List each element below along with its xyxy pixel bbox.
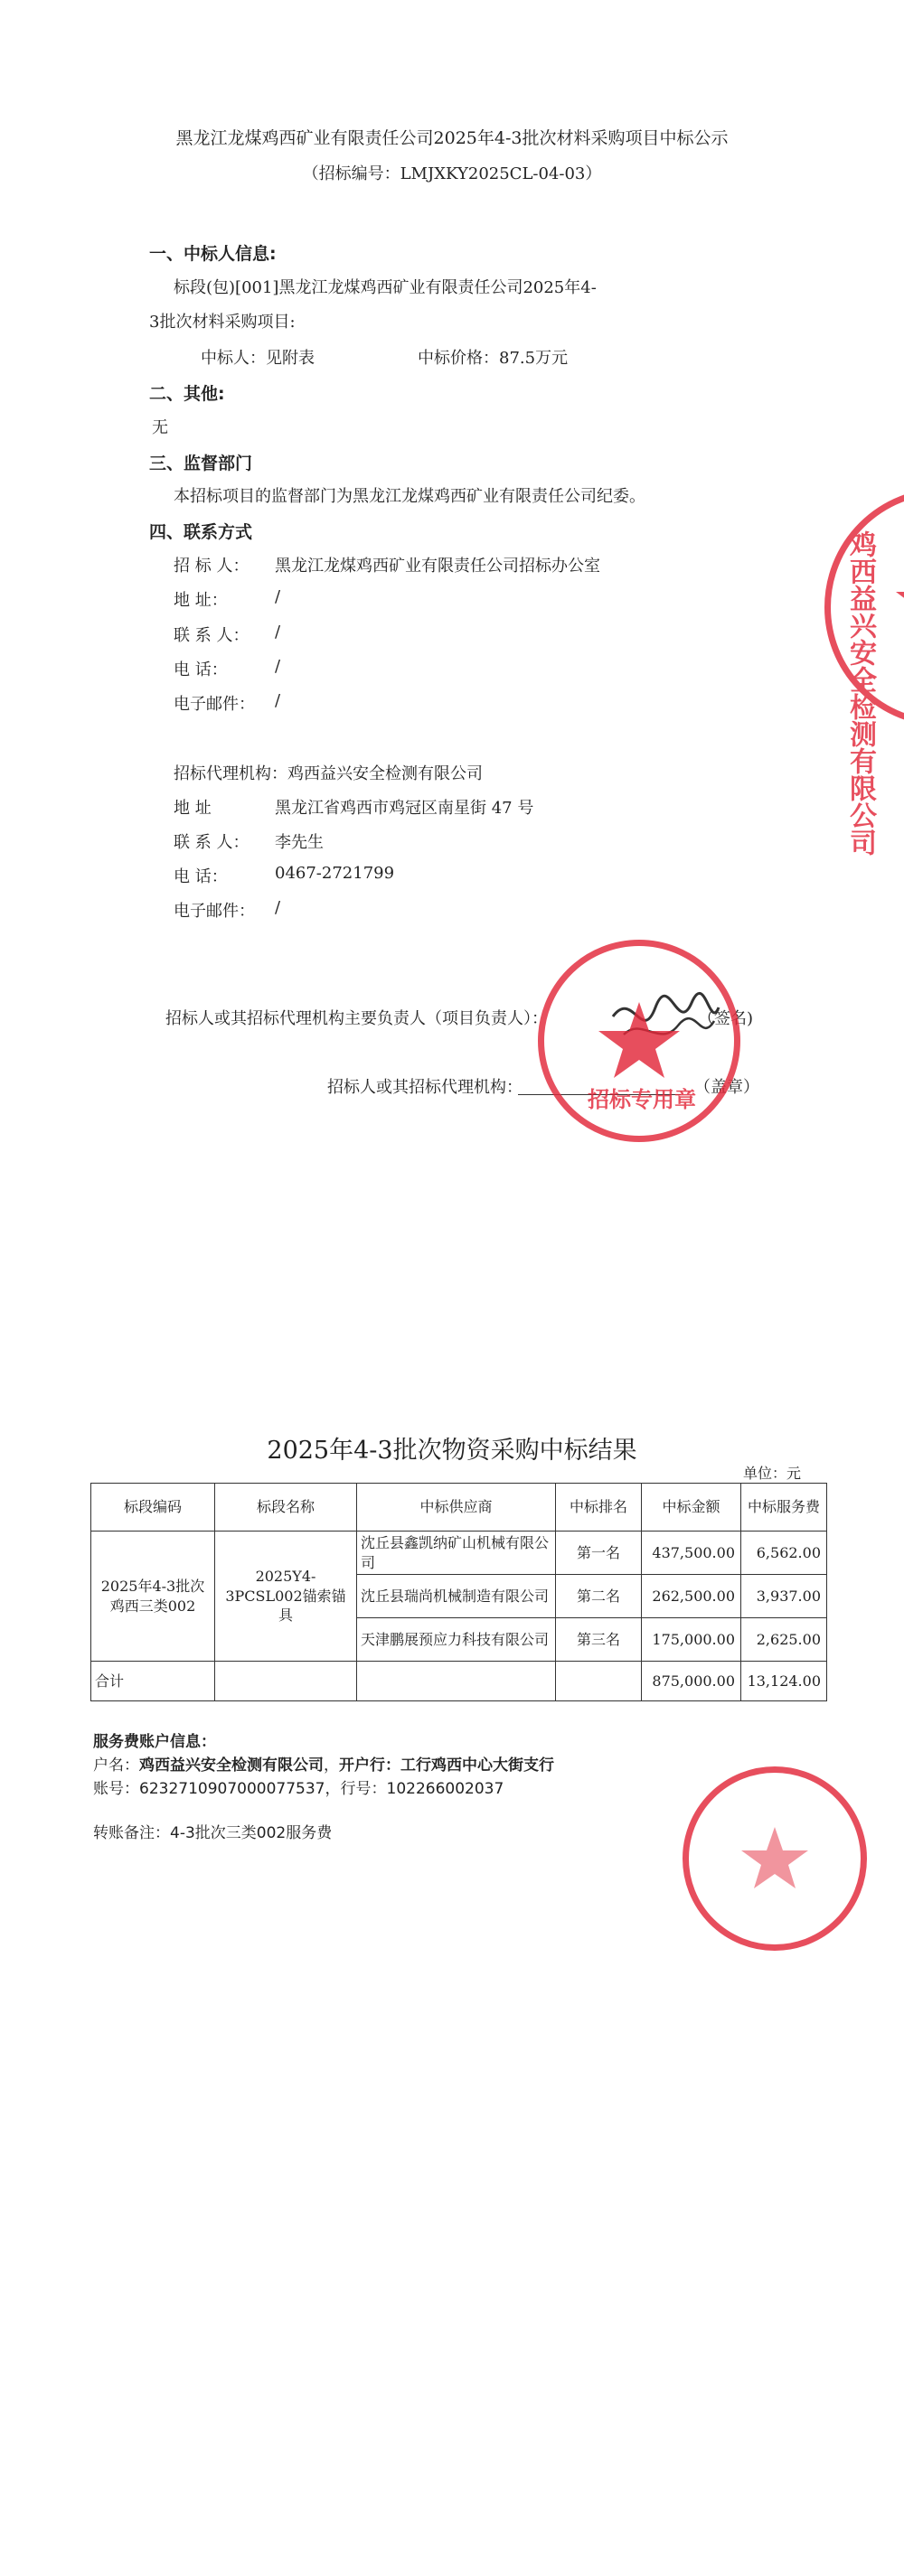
signature-line-org: 招标人或其招标代理机构： <box>327 1078 523 1097</box>
account-number-line: 账号：6232710907000077537，行号：102266002037 <box>93 1780 504 1798</box>
contact-row-phone <box>174 657 280 680</box>
agency-name: 招标代理机构：鸡西益兴安全检测有限公司 <box>174 764 483 783</box>
contact-row-email <box>174 691 280 715</box>
amount-cell: 175,000.00 <box>642 1618 741 1662</box>
bank-label: 开户行： <box>339 1756 400 1775</box>
account-number-label: 账号： <box>93 1780 139 1798</box>
unit-label: 单位：元 <box>743 1465 802 1482</box>
contact-value: / <box>275 587 281 606</box>
transfer-note-label: 转账备注： <box>93 1824 170 1842</box>
agency-label: 电 话： <box>174 867 228 886</box>
contact-value: / <box>275 691 281 710</box>
agency-label: 联 系 人： <box>174 833 250 852</box>
agency-row-phone <box>174 864 394 887</box>
agency-row-email <box>174 898 280 922</box>
winner-label: 中标人：见附表 <box>201 349 315 368</box>
signature-suffix-sign: （签名) <box>698 1009 754 1028</box>
supplier-cell: 沈丘县鑫凯纳矿山机械有限公司 <box>357 1532 556 1575</box>
seal-star-icon <box>689 1773 861 1944</box>
table-header: 中标供应商 <box>357 1484 556 1532</box>
signature-line-person: 招标人或其招标代理机构主要负责人（项目负责人）： <box>165 1009 548 1028</box>
agency-value: / <box>275 898 281 917</box>
total-label-cell: 合计 <box>91 1662 215 1701</box>
agency-label: 地 址 <box>174 799 212 818</box>
empty-cell <box>357 1662 556 1701</box>
bank-code-label: 行号： <box>340 1780 387 1798</box>
section-heading-supervision: 三、监督部门 <box>149 454 253 473</box>
agency-row-address <box>174 795 533 819</box>
section-heading-contact: 四、联系方式 <box>149 522 253 542</box>
table-header: 标段名称 <box>215 1484 357 1532</box>
seal-bottom-text: 招标专用章 <box>588 1086 696 1112</box>
contact-label: 电子邮件： <box>174 695 255 714</box>
bank-code: 102266002037 <box>386 1780 504 1798</box>
rank-cell: 第二名 <box>556 1575 642 1618</box>
rank-cell: 第三名 <box>556 1618 642 1662</box>
contact-label: 联 系 人： <box>174 626 250 645</box>
amount-cell: 262,500.00 <box>642 1575 741 1618</box>
fee-cell: 6,562.00 <box>741 1532 827 1575</box>
table-header: 标段编码 <box>91 1484 215 1532</box>
table-header: 中标服务费 <box>741 1484 827 1532</box>
total-amount-cell: 875,000.00 <box>642 1662 741 1701</box>
table-header: 中标金额 <box>642 1484 741 1532</box>
winning-price: 中标价格：87.5万元 <box>418 349 569 368</box>
account-name: 鸡西益兴安全检测有限公司 <box>139 1756 324 1775</box>
account-heading: 服务费账户信息： <box>93 1733 216 1751</box>
fee-cell: 3,937.00 <box>741 1575 827 1618</box>
other-content: 无 <box>152 418 168 437</box>
total-fee-cell: 13,124.00 <box>741 1662 827 1701</box>
empty-cell <box>215 1662 357 1701</box>
account-number: 6232710907000077537 <box>139 1780 325 1798</box>
contact-label: 招 标 人： <box>174 557 250 576</box>
lot-code-cell: 2025年4-3批次鸡西三类002 <box>91 1532 215 1662</box>
contact-value: 黑龙江龙煤鸡西矿业有限责任公司招标办公室 <box>275 557 600 576</box>
contact-value: / <box>275 657 281 676</box>
agency-label: 电子邮件： <box>174 902 255 921</box>
contact-value: / <box>275 623 281 642</box>
transfer-note-line <box>93 1820 332 1842</box>
company-seal-stamp <box>824 488 904 856</box>
lot-description-line1: 标段(包)[001]黑龙江龙煤鸡西矿业有限责任公司2025年4- <box>174 278 597 297</box>
contact-row-address <box>174 587 280 611</box>
page-title: 黑龙江龙煤鸡西矿业有限责任公司2025年4-3批次材料采购项目中标公示 <box>175 128 729 148</box>
bank-name: 工行鸡西中心大街支行 <box>400 1756 554 1775</box>
supervision-content: 本招标项目的监督部门为黑龙江龙煤鸡西矿业有限责任公司纪委。 <box>174 487 645 506</box>
contact-row-person <box>174 623 280 646</box>
lot-description-line2: 3批次材料采购项目: <box>149 313 296 332</box>
agency-seal-stamp <box>538 940 740 1142</box>
amount-cell: 437,500.00 <box>642 1532 741 1575</box>
tender-number: （招标编号：LMJXKY2025CL-04-03） <box>302 164 602 183</box>
rank-cell: 第一名 <box>556 1532 642 1575</box>
account-name-line: 户名：鸡西益兴安全检测有限公司，开户行：工行鸡西中心大街支行 <box>93 1756 554 1775</box>
supplier-cell: 天津鹏展预应力科技有限公司 <box>357 1618 556 1662</box>
agency-seal-partial-stamp <box>683 1766 867 1951</box>
result-table <box>90 1483 827 1701</box>
section-heading-winner: 一、中标人信息: <box>149 244 277 264</box>
supplier-cell: 沈丘县瑞尚机械制造有限公司 <box>357 1575 556 1618</box>
table-row <box>91 1532 827 1575</box>
agency-value: 李先生 <box>275 833 324 852</box>
seal-round-text: 鸡西益兴安全检测有限公司 <box>844 530 876 856</box>
lot-name-cell: 2025Y4-3PCSL002锚索锚具 <box>215 1532 357 1662</box>
transfer-note: 4-3批次三类002服务费 <box>170 1824 333 1842</box>
agency-row-person <box>174 829 324 853</box>
agency-value: 0467-2721799 <box>275 864 395 883</box>
contact-row-tenderer <box>174 553 600 576</box>
table-header: 中标排名 <box>556 1484 642 1532</box>
section-heading-other: 二、其他: <box>149 384 225 404</box>
fee-cell: 2,625.00 <box>741 1618 827 1662</box>
signature-suffix-seal: （盖章） <box>694 1078 759 1097</box>
contact-label: 电 话： <box>174 660 228 679</box>
table-total-row <box>91 1662 827 1701</box>
result-title: 2025年4-3批次物资采购中标结果 <box>267 1437 637 1465</box>
agency-value: 黑龙江省鸡西市鸡冠区南星街 47 号 <box>275 799 534 818</box>
account-name-label: 户名： <box>93 1756 139 1775</box>
empty-cell <box>556 1662 642 1701</box>
table-header-row <box>91 1484 827 1532</box>
contact-label: 地 址： <box>174 591 228 610</box>
